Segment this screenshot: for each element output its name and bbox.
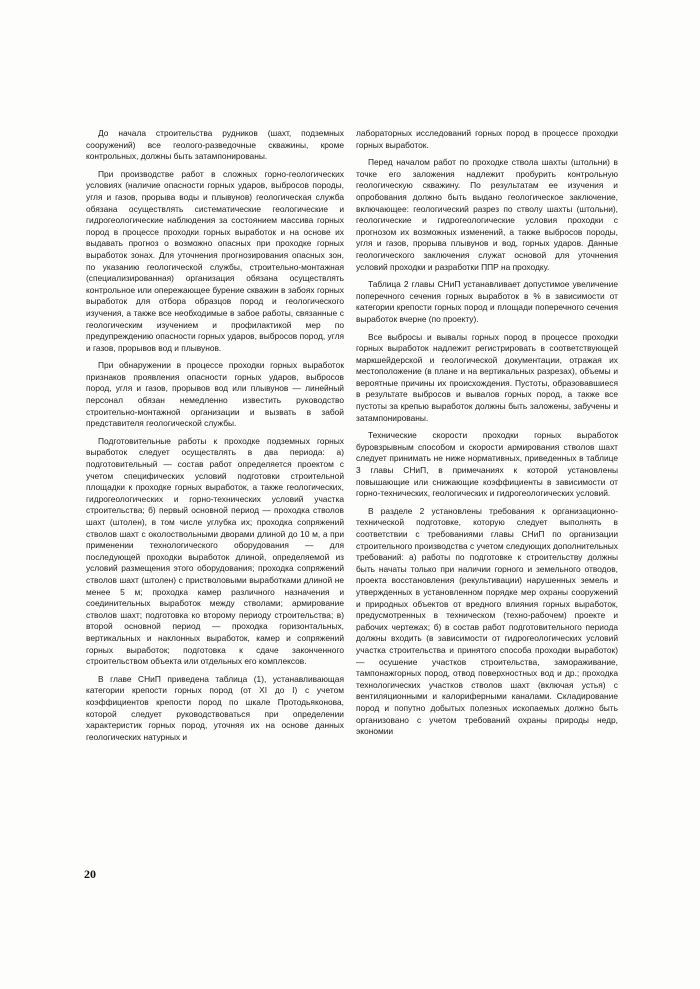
paragraph: Таблица 2 главы СНиП устанавливает допустимое увеличение поперечного сечения горных выработок в % в зависимости от категории крепости горных пород и площади поперечного сечения выработок вчерне (по проекту).	[356, 279, 618, 324]
paragraph: Технические скорости проходки горных выработок буровзрывным способом и скорости армирования стволов шахт следует принимать не ниже нормативных, приведенных в таблице 3 главы СНиП, в примечаниях к которой установлены повышающие или снижающие коэффициенты в зависимости от горно-технических, геологических и гидрогеологических условий.	[356, 430, 618, 499]
paragraph: лабораторных исследований горных пород в процессе проходки горных выработок.	[356, 128, 618, 150]
paragraph: До начала строительства рудников (шахт, подземных сооружений) все геолого-разведочные скважины, кроме контрольных, должны быть затампонированы.	[86, 128, 344, 162]
paragraph: Все выбросы и вывалы горных пород в процессе проходки горных выработок надлежит регистрировать в соответствующей маркшейдерской и геологической документации, отражая их местоположение (в плане и на вертикальных разрезах), объемы и вероятные причины их происхождения. Пустоты, образовавшиеся в результате выбросов и вывалов горных пород, а также все пустоты за крепью выработок должны быть заложены, забучены и затампонированы.	[356, 331, 618, 423]
paragraph: В главе СНиП приведена таблица (1), устанавливающая категории крепости горных пород (от XI до I) с учетом коэффициентов крепости пород по шкале Протодьяконова, которой следует руководствоваться при определении характеристик горных пород, уточняя их на основе данных геологических натурных и	[86, 673, 344, 742]
paragraph: Подготовительные работы к проходке подземных горных выработок следует осуществлять в два периода: а) подготовительный — состав работ определяется проектом с учетом специфических условий подготовки строительной площадки к проходке горных выработок, а также геологических, гидрогеологических и горно-технических условий участка строительства; б) первый основной период — проходка стволов шахт (штолен), в том числе углубка их; проходка сопряжений стволов шахт с околоствольными дворами длиной до 10 м, а при применении технологического оборудования — для последующей проходки выработок длиной, определяемой из условий размещения этого оборудования; проходка сопряжений стволов шахт (штолен) с пристволовыми выработками длиной не менее 5 м; проходка камер различного назначения и соединительных выработок между стволами; армирование стволов шахт; подготовка ко второму периоду строительства; в) второй основной период — проходка горизонтальных, вертикальных и наклонных выработок, камер и сопряжений горных выработок; подготовка к сдаче законченного строительством объекта или отдельных его комплексов.	[86, 435, 344, 667]
paragraph: При производстве работ в сложных горно-геологических условиях (наличие опасности горных ударов, выбросов породы, угля и газов, прорыва воды и плывунов) геологическая служба обязана осуществлять систематические геологические и гидрогеологические наблюдения за состоянием массива горных пород в процессе проходки горных выработок и на основе их выдавать прогноз о возможно опасных при проходке горных выработок зонах. Для уточнения прогнозирования опасных зон, по указанию геологической службы, строительно-монтажная (специализированная) организация обязана осуществлять контрольное или опережающее бурение скважин в забоях горных выработок для отбора образцов пород и геологического изучения, а также все необходимые в забое работы, связанные с геологическим изучением и профилактикой мер по предупреждению опасности горных ударов, выбросов пород, угля и газов, прорывов вод и плывунов.	[86, 168, 344, 353]
paragraph: При обнаружении в процессе проходки горных выработок признаков проявления опасности горных ударов, выбросов пород, угля и газов, прорывов вод или плывунов — линейный персонал обязан немедленно известить руководство строительно-монтажной организации и вызвать в забой представителя геологической службы.	[86, 360, 344, 429]
paragraph: Перед началом работ по проходке ствола шахты (штольни) в точке его заложения надлежит пробурить контрольную геологическую скважину. По результатам ее изучения и опробования должно быть выдано геологическое заключение, включающее: геологический разрез по стволу шахты (штольни), геологические и гидрогеологические условия проходки с прогнозом их возможных изменений, а также выбросов породы, угля и газов, прорыва плывунов и вод, горных ударов. Данные геологического заключения служат основой для уточнения условий проходки и разработки ППР на проходку.	[356, 157, 618, 272]
right-text-column	[356, 128, 618, 744]
page-number: 20	[84, 867, 96, 881]
paragraph: В разделе 2 установлены требования к организационно-технической подготовке, которую следует выполнять в соответствии с требованиями главы СНиП по организации строительного производства с учетом следующих дополнительных требований: а) работы по подготовке к строительству должны быть начаты только при наличии горного и земельного отводов, проекта восстановления (рекультивации) нарушенных земель и утвержденных в установленном порядке мер охраны сооружений и природных объектов от вредного влияния горных выработок, предусмотренных в техническом (техно-рабочем) проекте и рабочих чертежах; б) в состав работ подготовительного периода должны входить (в зависимости от гидрогеологических условий участка строительства и принятого способа проходки выработок) — осушение участков строительства, замораживание, тампонажгорных пород, отвод поверхностных вод и др.; проходка технологических участков стволов шахт (включая устья) с вентиляционными и калориферными каналами. Складирование пород и попутно добытых полезных ископаемых должно быть организовано с учетом требований охраны природы недр, экономии	[356, 505, 618, 737]
left-text-column	[86, 128, 344, 749]
